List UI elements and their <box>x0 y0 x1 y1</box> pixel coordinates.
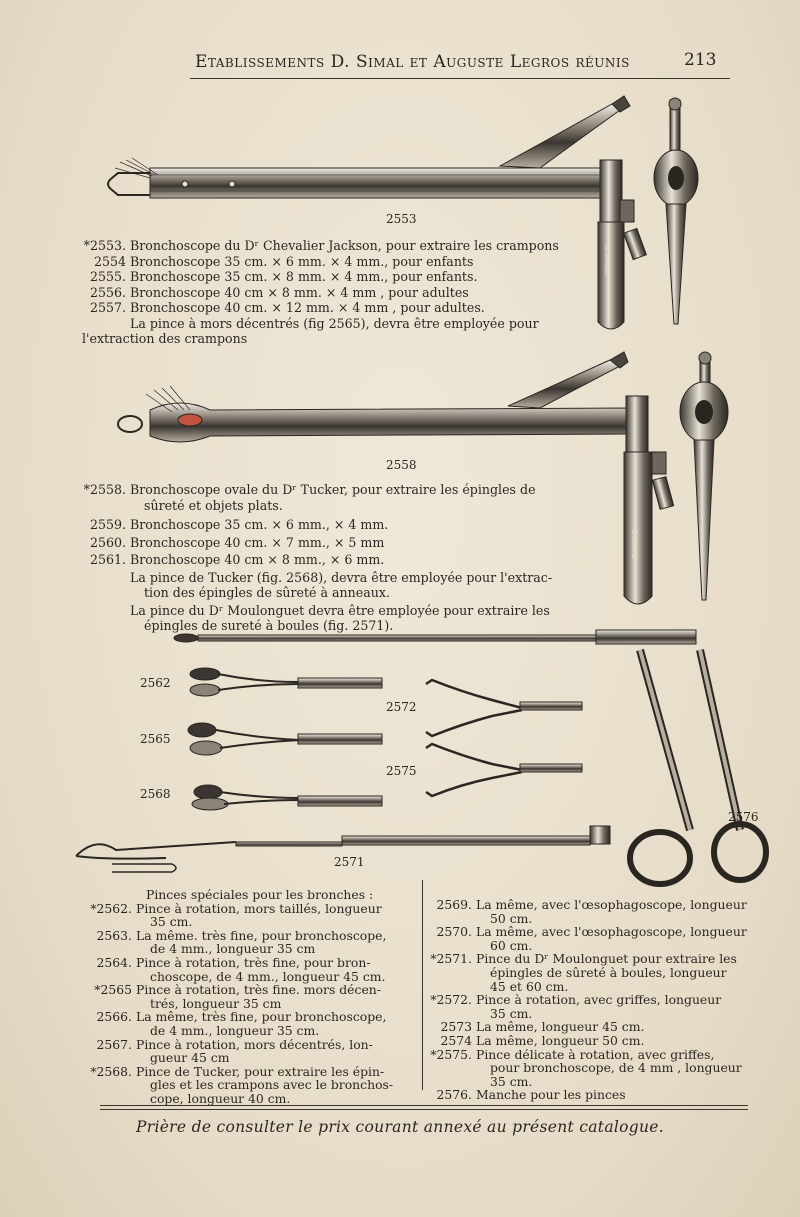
list-item: *2571. Pince du Dʳ Moulonguet pour extraire les épingles de sûreté à boules, longueur 45 et 60 cm. <box>430 951 737 994</box>
forceps-tips-group <box>76 668 610 872</box>
header-word-3: et <box>409 52 428 72</box>
figure-label-2562: 2562 <box>140 676 171 690</box>
list-item: 2561. Bronchoscope 40 cm × 8 mm., × 6 mm. <box>89 552 385 567</box>
section-heading: Pinces spéciales pour les bronches : <box>146 887 374 902</box>
list-item: 2557. Bronchoscope 40 cm. × 12 mm. × 4 mm , pour adultes. <box>89 300 485 315</box>
list-item: 2574 La même, longueur 50 cm. <box>440 1032 645 1048</box>
list-item: 2563. La même. très fine, pour bronchoscope, de 4 mm., longueur 35 cm <box>96 927 387 957</box>
svg-text:D.SIMAL: D.SIMAL <box>630 530 638 559</box>
column-divider <box>422 880 423 1090</box>
note-text: La pince du Dʳ Moulonguet devra être employée pour extraire les <box>130 602 550 618</box>
note-text: La pince de Tucker (fig. 2568), devra être employée pour l'extrac- <box>130 569 553 585</box>
header-word-2: D. Simal <box>330 52 404 72</box>
note-text: l'extraction des crampons <box>82 331 248 346</box>
list-item: *2572. Pince à rotation, avec griffes, longueur 35 cm. <box>430 992 722 1021</box>
svg-text:D.SIMAL: D.SIMAL <box>603 245 611 274</box>
bronchoscope-2558-side-view <box>680 352 728 600</box>
list-item: 2564. Pince à rotation, très fine, pour bron- choscope, de 4 mm., longueur 45 cm. <box>96 954 386 984</box>
forceps-2572-illustration <box>426 680 582 736</box>
list-item: 2566. La même, très fine, pour bronchoscope, de 4 mm., longueur 35 cm. <box>96 1009 387 1038</box>
note-text: épingles de sureté à boules (fig. 2571). <box>144 618 394 633</box>
list-item: *2568. Pince de Tucker, pour extraire les épin- gles et les crampons avec le bronchos- cope, longueur 40 cm. <box>90 1063 394 1106</box>
list-item: 2559. Bronchoscope 35 cm. × 6 mm., × 4 mm. <box>89 517 389 532</box>
list-item: 2570. La même, avec l'œsophagoscope, longueur 60 cm. <box>436 924 747 953</box>
footer-rule <box>100 1105 748 1106</box>
figure-label-2565: 2565 <box>140 732 171 746</box>
note-text: tion des épingles de sûreté à anneaux. <box>144 585 390 600</box>
list-item: 2567. Pince à rotation, mors décentrés, lon- gueur 45 cm <box>96 1036 373 1066</box>
list-item: *2562. Pince à rotation, mors taillés, longueur 35 cm. <box>90 900 382 930</box>
figure-label-2575: 2575 <box>386 764 417 778</box>
figure-label-2568: 2568 <box>140 787 171 801</box>
figure-label-2572: 2572 <box>386 700 417 714</box>
list-item: 2556. Bronchoscope 40 cm × 8 mm. × 4 mm , pour adultes <box>89 284 469 300</box>
header-word-1: Etablissements <box>195 52 325 72</box>
left-column-pinces <box>88 888 418 1106</box>
footer-rule-double <box>100 1109 748 1110</box>
header-word-4: Auguste Legros <box>433 52 570 72</box>
list-item: 2554 Bronchoscope 35 cm. × 6 mm. × 4 mm., pour enfants <box>93 253 474 269</box>
figure-label-2576: 2576 <box>728 810 759 824</box>
figure-label-2553: 2553 <box>386 212 417 226</box>
note-text: La pince à mors décentrés (fig 2565), devra être employée pour <box>130 315 539 331</box>
bronchoscope-list-2558 <box>82 482 552 634</box>
forceps-2568-illustration <box>192 785 382 810</box>
figure-label-2558: 2558 <box>386 458 417 472</box>
list-item: 2560. Bronchoscope 40 cm. × 7 mm., × 5 mm <box>89 534 385 550</box>
list-item: 2573 La même, longueur 45 cm. <box>440 1019 645 1035</box>
forceps-2565-illustration <box>188 723 382 755</box>
footer-note: Prière de consulter le prix courant annexé au présent catalogue. <box>136 1118 664 1136</box>
forceps-2575-illustration <box>426 744 582 796</box>
list-item: *2558. Bronchoscope ovale du Dʳ Tucker, pour extraire les épingles de <box>83 482 536 497</box>
bronchoscope-2553-side-view <box>654 98 698 324</box>
right-column-pinces <box>428 898 758 1102</box>
list-item: 2576. Manche pour les pinces <box>436 1087 626 1103</box>
list-item-continued: sûreté et objets plats. <box>144 497 283 513</box>
page-number: 213 <box>684 50 717 70</box>
figure-label-2571: 2571 <box>334 855 365 869</box>
forceps-2562-illustration <box>190 668 382 696</box>
list-item: *2553. Bronchoscope du Dʳ Chevalier Jackson, pour extraire les crampons <box>83 238 559 253</box>
bronchoscope-list-2553 <box>82 238 559 347</box>
list-item: *2565 Pince à rotation, très fine. mors décen- trés, longueur 35 cm <box>94 982 381 1011</box>
list-item: *2575. Pince délicate à rotation, avec griffes, pour bronchoscope, de 4 mm , longueur 35 cm. <box>430 1046 742 1089</box>
header-word-5: réunis <box>575 52 630 72</box>
list-item: 2555. Bronchoscope 35 cm. × 8 mm. × 4 mm., pour enfants. <box>89 269 478 284</box>
list-item: 2569. La même, avec l'œsophagoscope, longueur 50 cm. <box>436 897 747 926</box>
